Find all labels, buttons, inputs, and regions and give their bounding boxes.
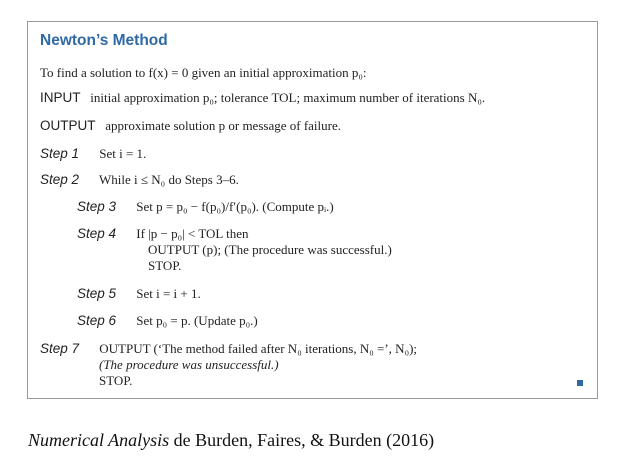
source-caption [28,430,434,451]
step-6 [77,313,258,329]
step-label: Step 2 [40,172,80,187]
algorithm-box [27,21,598,399]
step-5 [77,286,201,302]
intro-line: To find a solution to f(x) = 0 given an initial approximation p₀: [40,65,367,80]
caption-authors: de Burden, Faires, & Burden (2016) [169,430,435,450]
input-text: initial approximation p₀; tolerance TOL; maximum number of iterations N₀. [90,90,486,105]
step-label: Step 5 [77,286,117,301]
step-text: Set i = i + 1. [136,286,201,301]
step-4-output: OUTPUT (p); (The procedure was successful.) [148,242,392,257]
output-line [40,118,341,134]
step-4-stop: STOP. [148,258,182,273]
book-title: Numerical Analysis [28,430,170,450]
step-text: While i ≤ N₀ do Steps 3–6. [99,172,239,187]
step-label: Step 7 [40,341,80,356]
step-4 [77,226,249,242]
input-label: INPUT [40,90,81,105]
step-text: Set i = 1. [99,146,147,161]
step-1 [40,146,146,162]
step-2 [40,172,239,188]
step-7 [40,341,417,357]
step-text: OUTPUT (‘The method failed after N₀ iterations, N₀ =’, N₀); [99,341,418,356]
output-text: approximate solution p or message of failure. [105,118,341,133]
end-of-algorithm-mark [577,380,583,386]
step-text: If |p − p₀| < TOL then [136,226,249,241]
step-label: Step 4 [77,226,117,241]
step-7-note: (The procedure was unsuccessful.) [99,357,279,372]
step-7-stop: STOP. [99,373,133,388]
step-3 [77,199,334,215]
step-text: Set p = p₀ − f(p₀)/f′(p₀). (Compute pᵢ.) [136,199,334,214]
input-line [40,90,485,106]
step-label: Step 1 [40,146,80,161]
step-label: Step 3 [77,199,117,214]
step-label: Step 6 [77,313,117,328]
step-text: Set p₀ = p. (Update p₀.) [136,313,258,328]
algorithm-title: Newton’s Method [40,32,168,49]
output-label: OUTPUT [40,118,96,133]
